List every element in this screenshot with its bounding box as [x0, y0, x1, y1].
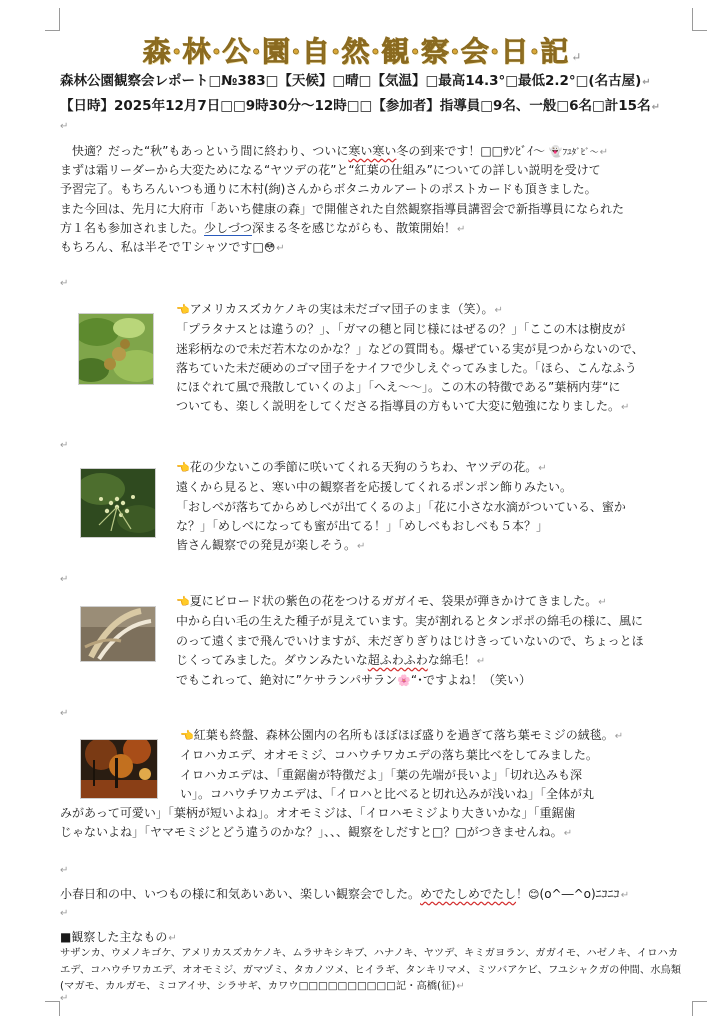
- section-momiji-line-6: [60, 823, 580, 843]
- section-gagaimo-line-4-text: じくってみました。ダウンみたいな超ふわふわな綿毛！: [176, 652, 476, 667]
- closing-text: 小春日和の中、いつもの様に和気あいあい、楽しい観察会でした。: [60, 887, 421, 901]
- paragraph-return-mark: ↵: [494, 305, 503, 316]
- photo-yatsude-flower-image: [81, 469, 155, 537]
- empty-paragraph: ↵: [60, 574, 69, 585]
- photo-sycamore-fruit-image: [79, 314, 153, 384]
- intro-underlined-word: 少しづつ: [204, 221, 253, 235]
- closing-line: [60, 885, 700, 905]
- kesaran-emoji-icon: 🌸: [397, 674, 411, 688]
- intro-line-6: [60, 238, 700, 258]
- section-sycamore-line-1: [176, 300, 696, 320]
- paragraph-return-mark: ↵: [642, 77, 651, 88]
- smiling-face-emoji-icon: 😊: [528, 888, 540, 901]
- section-momiji-line-3: イロハカエデは、「重鋸歯が特徴だよ」「葉の先端が長いよ」「切れ込みも深: [180, 767, 583, 782]
- intro-line-4: また今回は、先月に大府市「あいち健康の森」で開催された自然観察指導員講習会で新指導員になられた: [60, 202, 625, 216]
- section-yatsude-line-1-text: 花の少ないこの季節に咲いてくれる天狗のうちわ、ヤツデの花。: [189, 460, 538, 474]
- section-gagaimo-line-3: のって遠くまで飛んでいけますが、未だぎりぎりはじけきっていないので、ちょっとほ: [176, 633, 644, 648]
- paragraph-return-mark: ↵: [457, 224, 466, 235]
- paragraph-return-mark: ↵: [456, 981, 465, 992]
- empty-paragraph: ↵: [60, 708, 69, 719]
- section-yatsude-line-1: [176, 458, 696, 478]
- section-sycamore-line-2: 「プラタナスとは違うの？」、「ガマの穂と同じ様にはぜるの？」「ここの木は樹皮が: [176, 322, 626, 337]
- section-sycamore-line-4: 落ちていた未だ硬めのゴマ団子をナイフで少しえぐってみました。「ほら、こんなふう: [176, 360, 637, 375]
- section-momiji-line-1: [180, 726, 700, 746]
- section-sycamore-line-6-text: ついても、楽しく説明をしてくださる指導員の方もいて大変に勉強になりました。: [176, 399, 621, 414]
- section-gagaimo-line-1: [176, 592, 696, 612]
- section-gagaimo-line-5a: でもこれって、絶対に”ケサランパサラン: [176, 673, 398, 688]
- paragraph-return-mark: ↵: [357, 541, 366, 553]
- pointing-hand-icon: 👈: [176, 595, 190, 608]
- photo-gagaimo-pod: [80, 606, 156, 662]
- empty-paragraph: ↵: [60, 993, 69, 1004]
- empty-paragraph: ↵: [60, 278, 69, 289]
- closing-wavy-text: めでたしめでたし: [420, 887, 517, 901]
- ghost-emoji-icon: 👻: [548, 145, 563, 158]
- section-gagaimo-line-5b: “･ですよね！（笑い）: [410, 673, 532, 688]
- section-gagaimo-line-1-text: 夏にビロード状の紫色の花をつけるガガイモ、袋果が弾きかけてきました。: [189, 594, 598, 608]
- intro-line-5b: 深まる冬を感じながらも、散策開始！: [252, 221, 457, 235]
- intro-line-2: まずは霜リーダーから大変ためになる“ヤツデの花”と“紅葉の仕組み”についての詳しい説明を受けて: [60, 163, 601, 177]
- paragraph-return-mark: ↵: [563, 828, 573, 840]
- report-header-line1: [60, 71, 710, 93]
- paragraph-return-mark: ↵: [621, 402, 630, 414]
- intro-line-1-tail: ﾌﾕﾀﾞﾋﾞ～: [562, 148, 599, 158]
- paragraph-return-mark: ↵: [598, 597, 607, 608]
- section-gagaimo-line-5: [176, 671, 696, 690]
- intro-line-6-text: もちろん、私は半そでＴシャツです□: [60, 240, 264, 254]
- gagaimo-wavy-phrase: 超ふわふわ: [367, 652, 428, 667]
- section-sycamore: [176, 300, 696, 418]
- section-yatsude-line-5: [176, 536, 696, 556]
- crop-mark-top-right: [692, 8, 707, 31]
- intro-line-5: [60, 219, 700, 239]
- crop-mark-top-left: [45, 8, 60, 31]
- observed-list-title: [60, 928, 177, 945]
- report-header-line2: [60, 96, 710, 118]
- paragraph-return-mark: ↵: [651, 102, 660, 113]
- photo-autumn-leaves-image: [81, 740, 157, 798]
- pointing-hand-icon: 👈: [180, 729, 194, 742]
- flushed-face-emoji-icon: 😳: [263, 241, 276, 254]
- report-header-line2-text: 【日時】2025年12月7日□□9時30分～12時□□【参加者】指導員□9名、一般□6名□計15名: [60, 98, 651, 114]
- closing-exclaim: ！: [516, 887, 529, 901]
- closing-kaomoji: (o^―^o)ﾆｺﾆｺ: [539, 887, 620, 901]
- empty-paragraph: ↵: [60, 440, 69, 451]
- pointing-hand-icon: 👈: [176, 303, 190, 316]
- empty-paragraph: ↵: [60, 908, 69, 919]
- section-yatsude-line-2: 遠くから見ると、寒い中の観察者を応援してくれるポンポン飾りみたい。: [176, 480, 573, 495]
- section-yatsude-line-5-text: 皆さん観察での発見が楽しそう。: [176, 538, 357, 553]
- intro-line-5a: 方１名も参加されました。: [60, 221, 205, 235]
- section-momiji-line-4: い」。コハウチワカエデは、「イロハと比べると切れ込みが浅いね」「全体が丸: [180, 786, 595, 801]
- section-gagaimo-line-2: 中から白い毛の生えた種子が見えています。実が割れるとタンポポの綿毛の様に、風に: [176, 614, 644, 629]
- section-sycamore-line-5: にほぐれて風で飛散していくのよ」「へえ～～」。この木の特徴である”葉柄内芽“に: [176, 380, 621, 395]
- section-momiji-line-6-text: じゃないよね」「ヤマモミジとどう違うのかな？」、、、観察をしだすと□？□がつきませんね。: [60, 825, 563, 840]
- section-momiji-line-1-text: 紅葉も終盤、森林公園内の名所もほぼほぼ盛りを過ぎて落ち葉モミジの絨毯。: [193, 728, 614, 742]
- section-momiji-line-5: みがあって可愛い」「葉柄が短いよね」。オオモミジは、「イロハモミジより大きいかな」「重鋸歯: [60, 806, 576, 821]
- section-sycamore-line-1-text: アメリカスズカケノキの実は未だゴマ団子のまま（笑）。: [189, 302, 494, 316]
- intro-line-1-text: 快適？だった“秋”もあっという間に終わり、ついに寒い寒い冬の到来です！□□ｻﾝﾋﾞｲ～: [72, 144, 546, 158]
- photo-autumn-leaves: [80, 739, 158, 799]
- pointing-hand-icon: 👈: [176, 461, 190, 474]
- paragraph-return-mark: ↵: [276, 243, 285, 254]
- observed-list: [60, 945, 688, 996]
- section-yatsude-line-4: な？」「めしべになっても蜜が出てる！」「めしべもおしべも５本？」: [176, 518, 549, 533]
- photo-sycamore-fruit: [78, 313, 154, 385]
- paragraph-return-mark: ↵: [168, 933, 177, 944]
- paragraph-return-mark: ↵: [614, 731, 624, 742]
- empty-paragraph: ↵: [60, 121, 69, 132]
- photo-gagaimo-pod-image: [81, 607, 155, 661]
- section-sycamore-line-3: 迷彩柄なので未だ若木なのかな？」などの質問も。爆ぜている実が見つからないので、: [176, 341, 644, 356]
- report-header-line1-text: 森林公園観察会レポート□№383□【天候】□晴□【気温】□最高14.3°□最低2.2°□(名古屋): [60, 73, 642, 89]
- paragraph-return-mark: ↵: [476, 655, 486, 667]
- observed-list-title-text: ■観察した主なもの: [60, 930, 168, 944]
- section-momiji-line-2: イロハカエデ、オオモミジ、コハウチワカエデの落ち葉比べをしてみました。: [180, 748, 598, 763]
- section-sycamore-line-6: [176, 397, 696, 417]
- paragraph-return-mark: ↵: [599, 147, 608, 158]
- paragraph-return-mark: ↵: [571, 50, 583, 64]
- section-gagaimo: [176, 592, 696, 690]
- section-yatsude-line-3: 「おしべが落ちてからめしべが出てくるのよ」「花に小さな水滴がついている、蜜か: [176, 499, 626, 514]
- observed-list-text: サザンカ、ウメノキゴケ、アメリカスズカケノキ、ムラサキシキブ、ハナノキ、ヤツデ、キミガヨラン、ガガイモ、ハゼノキ、イロハカエデ、コハウチワカエデ、オオモミジ、ガマヅミ、タカノツメ、ヒイラギ、タンキリマメ、ミツバアケビ、フユシャクガの仲間、水鳥類(マガモ、カルガモ、ミコアイサ、シラサギ、カワウ□□□□□□□□□□記・高橋(征): [60, 947, 682, 992]
- section-gagaimo-line-4: [176, 651, 696, 671]
- intro-line-3: 予習完了。もちろんいつも通りに木村(絢)さんからボタニカルアートのポストカードも頂きました。: [60, 182, 597, 196]
- empty-paragraph: ↵: [60, 865, 69, 876]
- page-title: [0, 30, 725, 70]
- crop-mark-bottom-right: [692, 1001, 707, 1016]
- intro-wavy-phrase: 寒い寒い: [348, 144, 397, 158]
- crop-mark-bottom-left: [45, 1001, 60, 1016]
- section-yatsude: [176, 458, 696, 556]
- page-title-text: 森·林·公·園·自·然·観·察·会·日·記: [142, 35, 570, 68]
- paragraph-return-mark: ↵: [620, 890, 630, 901]
- photo-yatsude-flower: [80, 468, 156, 538]
- section-momiji: [60, 726, 700, 844]
- paragraph-return-mark: ↵: [538, 463, 547, 474]
